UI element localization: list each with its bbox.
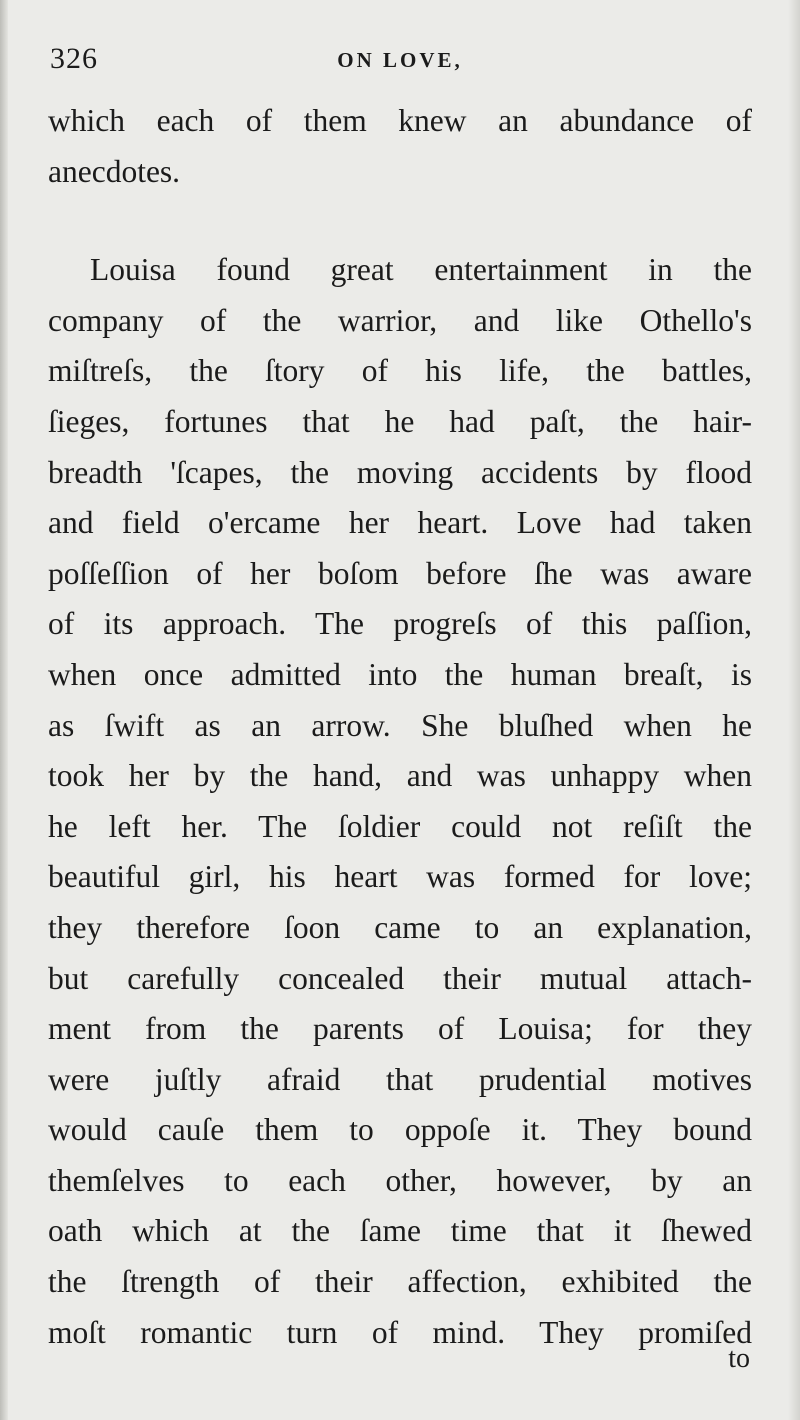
paragraph	[48, 245, 752, 1358]
text-line: poſſeſſion of her boſom before ſhe was aware	[48, 555, 752, 591]
text-line: of its approach. The progreſs of this paſſion,	[48, 606, 752, 642]
text-line: took her by the hand, and was unhappy when	[48, 758, 752, 794]
catchword: to	[728, 1343, 750, 1374]
text-line: themſelves to each other, however, by an	[48, 1162, 752, 1198]
text-line: miſtreſs, the ſtory of his life, the battles,	[48, 353, 752, 389]
text-line: oath which at the ſame time that it ſhewed	[48, 1213, 752, 1249]
text-line: beautiful girl, his heart was formed for love;	[48, 859, 752, 895]
paragraph-gap	[48, 197, 752, 245]
page-number: 326	[50, 42, 98, 75]
body-text	[48, 96, 752, 1358]
text-line: would cauſe them to oppoſe it. They bound	[48, 1112, 752, 1148]
text-line: when once admitted into the human breaſt, is	[48, 656, 752, 692]
text-line: the ſtrength of their affection, exhibited the	[48, 1264, 752, 1300]
running-head: ON LOVE,	[337, 48, 463, 72]
text-line: which each of them knew an abundance of	[48, 103, 752, 138]
text-line: anecdotes.	[48, 153, 181, 189]
paragraph	[48, 96, 752, 197]
text-line: ſieges, fortunes that he had paſt, the hair-	[48, 403, 752, 439]
text-line: were juſtly afraid that prudential motives	[48, 1061, 752, 1097]
text-line: Louisa found great entertainment in the	[90, 252, 752, 288]
text-line: moſt romantic turn of mind. They promiſed	[48, 1314, 752, 1350]
text-line: he left her. The ſoldier could not reſiſt the	[48, 808, 752, 844]
text-line: but carefully concealed their mutual attach-	[48, 960, 752, 996]
text-line: ment from the parents of Louisa; for they	[48, 1011, 752, 1047]
text-line: and field o'ercame her heart. Love had taken	[48, 505, 752, 541]
page-header	[48, 42, 752, 78]
text-line: breadth 'ſcapes, the moving accidents by flood	[48, 454, 752, 490]
text-line: company of the warrior, and like Othello's	[48, 302, 752, 338]
text-line: they therefore ſoon came to an explanation,	[48, 909, 752, 945]
text-line: as ſwift as an arrow. She bluſhed when he	[48, 707, 752, 743]
